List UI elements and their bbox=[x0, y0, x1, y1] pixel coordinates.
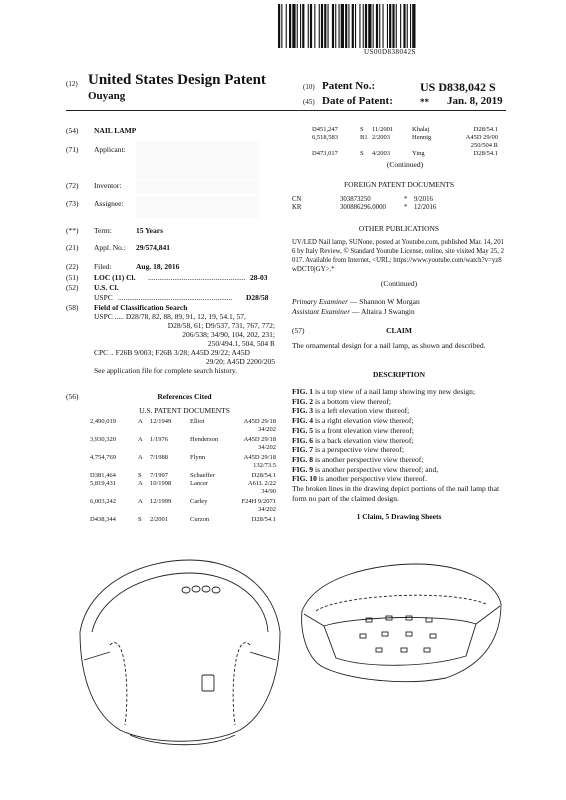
fig-label: FIG. 9 bbox=[292, 464, 314, 474]
inventor-redacted bbox=[136, 180, 260, 194]
barcode-bar bbox=[335, 4, 336, 48]
class-line: See application file for complete search history. bbox=[94, 366, 238, 375]
reference-entry bbox=[312, 134, 498, 150]
button-icon bbox=[182, 587, 190, 593]
broken-lines-note: The broken lines in the drawing depict portions of the nail lamp that form no part of the claimed design. bbox=[292, 484, 500, 503]
class-line: D28/58, 61; D9/537, 731, 767, 772; bbox=[167, 321, 275, 330]
class-line: 29/20; A45D 2200/205 bbox=[205, 357, 275, 366]
ref-kind: S bbox=[138, 472, 142, 479]
reference-entry bbox=[90, 454, 276, 470]
us-references-list bbox=[90, 418, 276, 524]
inid-code-56: (56) bbox=[66, 392, 79, 401]
appl-no-value: 29/574,841 bbox=[136, 243, 170, 252]
inid-code-12: (12) bbox=[66, 80, 78, 88]
barcode-bar bbox=[286, 4, 287, 48]
fig-label: FIG. 4 bbox=[292, 416, 314, 426]
fig-text: is a top view of a nail lamp showing my new design; bbox=[313, 387, 476, 396]
fig-description bbox=[292, 387, 508, 397]
barcode-bar bbox=[278, 4, 280, 48]
lamp-cavity bbox=[316, 595, 486, 611]
ref-number: D438,344 bbox=[90, 516, 116, 523]
fig-description bbox=[292, 455, 508, 465]
ref-name: Elliot bbox=[190, 418, 205, 425]
lamp-cavity-floor bbox=[324, 617, 476, 665]
inventor-label: Inventor: bbox=[94, 181, 122, 190]
barcode-bar bbox=[387, 4, 388, 48]
inid-code-22: (22) bbox=[66, 262, 79, 271]
barcode-bar bbox=[292, 4, 295, 48]
barcode-bar bbox=[341, 4, 344, 48]
barcode-bar bbox=[314, 4, 315, 48]
ref-class-secondary: 34/202 bbox=[257, 426, 276, 433]
barcode-bar bbox=[410, 4, 411, 48]
barcode-bar bbox=[379, 4, 380, 48]
ref-number: 6,518,583 bbox=[312, 134, 338, 141]
ref-class: D28/54.1 bbox=[473, 126, 498, 133]
assignee-redacted bbox=[136, 196, 260, 218]
class-line: 250/494.1, 504, 504 R bbox=[207, 339, 275, 348]
reference-entry bbox=[90, 418, 276, 434]
description-title: DESCRIPTION bbox=[372, 370, 426, 379]
lamp-edge-line bbox=[304, 614, 324, 626]
references-continued: (Continued) bbox=[386, 160, 424, 169]
document-number: US00D838042S bbox=[364, 48, 416, 56]
barcode-bar bbox=[412, 4, 415, 48]
fig-description bbox=[292, 445, 508, 455]
ref-name: Lancer bbox=[190, 480, 209, 487]
ref-name: Ying bbox=[412, 150, 425, 157]
barcode-bar bbox=[363, 4, 364, 48]
ref-date: 1/1976 bbox=[150, 436, 169, 443]
class-line: 206/538; 34/90, 104, 202, 231; bbox=[182, 330, 275, 339]
ref-kind: A bbox=[138, 498, 143, 505]
ref-kind: A bbox=[138, 436, 143, 443]
references-title: References Cited bbox=[157, 392, 212, 401]
other-pubs-continued: (Continued) bbox=[380, 279, 418, 288]
applicant-redacted bbox=[136, 141, 260, 179]
loc-value: 28-03 bbox=[250, 273, 268, 282]
ref-name: Khalaj bbox=[412, 126, 430, 133]
ref-kind: A bbox=[138, 480, 143, 487]
foreign-docs-title: FOREIGN PATENT DOCUMENTS bbox=[343, 180, 454, 189]
inid-code-51: (51) bbox=[66, 273, 79, 282]
led-icon bbox=[360, 634, 366, 638]
barcode-bar bbox=[297, 4, 298, 48]
lamp-opening-right bbox=[233, 643, 250, 725]
date-label: Date of Patent: bbox=[322, 95, 393, 107]
classification-block bbox=[94, 312, 275, 375]
fig-label: FIG. 1 bbox=[292, 387, 314, 396]
fig-text: is another perspective view thereof; bbox=[313, 454, 424, 464]
assignee-label: Assignee: bbox=[94, 199, 124, 208]
barcode-bar bbox=[345, 4, 347, 48]
claims-sheets-summary: 1 Claim, 5 Drawing Sheets bbox=[356, 512, 442, 521]
ref-number: D473,017 bbox=[312, 150, 338, 157]
barcode bbox=[278, 4, 506, 48]
barcode-bar bbox=[376, 4, 378, 48]
ref-kind: A bbox=[138, 418, 143, 425]
ref-date: 12/1949 bbox=[150, 418, 172, 425]
led-array bbox=[360, 616, 436, 652]
country-code: CN bbox=[292, 196, 302, 203]
patent-title: United States Design Patent bbox=[88, 72, 266, 88]
ref-class: F24H 9/2071 bbox=[241, 498, 276, 505]
date-marker: ** bbox=[420, 97, 429, 107]
barcode-bar bbox=[400, 4, 401, 48]
lamp-dome-outline bbox=[80, 560, 280, 741]
foreign-mark: * bbox=[404, 204, 408, 211]
ref-number: 2,490,019 bbox=[90, 418, 116, 425]
inid-code-71: (71) bbox=[66, 145, 79, 154]
fig-label: FIG. 10 bbox=[292, 474, 317, 484]
barcode-bar bbox=[383, 4, 384, 48]
class-line: USPC ..... D28/78, 82, 88, 89, 91, 12, 19, 54.1, 57, bbox=[94, 312, 246, 321]
inid-code-54: (54) bbox=[66, 126, 79, 135]
barcode-bar bbox=[392, 4, 394, 48]
ref-number: 4,754,769 bbox=[90, 454, 116, 461]
patent-number: US D838,042 S bbox=[420, 80, 496, 94]
filed-value: Aug. 18, 2016 bbox=[136, 262, 180, 271]
barcode-bar bbox=[403, 4, 405, 48]
fig-description bbox=[292, 406, 508, 416]
fig-description bbox=[292, 465, 508, 475]
header-rule bbox=[66, 110, 506, 111]
barcode-bar bbox=[302, 4, 304, 48]
ref-name: Hennig bbox=[412, 134, 432, 141]
barcode-bar bbox=[281, 4, 282, 48]
barcode-bar bbox=[321, 4, 323, 48]
fig-description bbox=[292, 416, 508, 426]
assistant-examiner bbox=[292, 307, 415, 316]
uscl-dots: ............................................................. bbox=[118, 293, 233, 302]
claim-text: The ornamental design for a nail lamp, as shown and described. bbox=[292, 341, 486, 350]
power-slot bbox=[202, 675, 214, 691]
ref-number: D451,247 bbox=[312, 126, 338, 133]
ref-class-secondary: 132/73.5 bbox=[253, 462, 276, 469]
ref-kind: A bbox=[138, 454, 143, 461]
fig-label: FIG. 6 bbox=[292, 435, 314, 445]
barcode-bar bbox=[352, 4, 354, 48]
loc-label: LOC (11) Cl. bbox=[94, 273, 136, 282]
barcode-bar bbox=[324, 4, 326, 48]
ref-date: 10/1998 bbox=[150, 480, 172, 487]
term-label: Term: bbox=[94, 226, 112, 235]
barcode-bar bbox=[319, 4, 320, 48]
lamp-base-line bbox=[130, 735, 235, 745]
button-icon bbox=[212, 587, 220, 593]
fig-text: is another perspective view thereof. bbox=[316, 474, 427, 484]
reference-entry bbox=[90, 516, 276, 524]
ref-kind: S bbox=[360, 126, 364, 133]
fig-description bbox=[292, 474, 508, 484]
led-icon bbox=[382, 632, 388, 636]
foreign-entry bbox=[292, 196, 506, 204]
fig-label: FIG. 3 bbox=[292, 406, 314, 416]
foreign-date: 9/2016 bbox=[414, 196, 433, 203]
title-nail-lamp: NAIL LAMP bbox=[94, 126, 137, 135]
applicant-label: Applicant: bbox=[94, 145, 126, 154]
fig-label: FIG. 2 bbox=[292, 396, 314, 406]
patent-date: Jan. 8, 2019 bbox=[447, 95, 503, 107]
fig-text: is another perspective view thereof; and, bbox=[313, 464, 439, 474]
inid-code-73: (73) bbox=[66, 199, 79, 208]
primary-examiner-name: — Shannon W Morgan bbox=[349, 297, 420, 306]
led-icon bbox=[376, 648, 382, 652]
inid-code-57: (57) bbox=[292, 326, 305, 335]
ref-name: Curzon bbox=[190, 516, 210, 523]
led-icon bbox=[406, 616, 412, 620]
lamp-inner-rim bbox=[92, 573, 268, 632]
ref-name: Schaeffer bbox=[190, 472, 215, 479]
barcode-bar bbox=[348, 4, 349, 48]
reference-entry bbox=[90, 480, 276, 496]
ref-name: Henderson bbox=[190, 436, 219, 443]
ref-name: Flynn bbox=[190, 454, 206, 461]
other-pubs-text: UV/LED Nail lamp, SUNone, posted at Youtube.com, published Mar. 14, 2016 by Italy Review, © Standard Youtube License, online, site visited May 25, 2017. Available from Internet, <URL: https://www.youtube.com/watch?v=yz8wDCT0jGY>.* bbox=[292, 239, 505, 273]
fig-text: is a bottom view thereof; bbox=[313, 396, 391, 406]
class-line: CPC .. F26B 9/003; F26B 3/28; A45D 29/22; A45D bbox=[94, 348, 250, 357]
uscl-sub: USPC bbox=[94, 293, 113, 302]
led-icon bbox=[430, 634, 436, 638]
fig-description bbox=[292, 426, 508, 436]
continued-references-list bbox=[312, 126, 498, 158]
barcode-bar bbox=[328, 4, 329, 48]
foreign-date: 12/2016 bbox=[414, 204, 437, 211]
barcode-bar bbox=[300, 4, 301, 48]
lamp-edge-line bbox=[476, 606, 500, 624]
ref-name: Carley bbox=[190, 498, 208, 505]
barcode-bar bbox=[355, 4, 356, 48]
button-icon bbox=[202, 586, 210, 592]
barcode-bar bbox=[389, 4, 391, 48]
fig-label: FIG. 8 bbox=[292, 454, 314, 464]
ref-class-secondary: 250/504 R bbox=[470, 142, 498, 149]
barcode-bar bbox=[368, 4, 371, 48]
reference-entry bbox=[312, 150, 498, 158]
ref-number: D381,464 bbox=[90, 472, 116, 479]
barcode-bar bbox=[359, 4, 360, 48]
ref-class: A45D 29/18 bbox=[243, 418, 276, 425]
ref-date: 12/1999 bbox=[150, 498, 172, 505]
barcode-bar bbox=[308, 4, 309, 48]
foreign-entry bbox=[292, 204, 506, 212]
nail-lamp-drawing-front bbox=[70, 540, 290, 780]
ref-kind: S bbox=[360, 150, 364, 157]
button-icon bbox=[192, 586, 200, 592]
classification-label: Field of Classification Search bbox=[94, 303, 188, 312]
ref-class: A45D 29/18 bbox=[243, 454, 276, 461]
fig-description bbox=[292, 397, 508, 407]
lamp-edge-line bbox=[250, 652, 276, 660]
ref-date: 7/1997 bbox=[150, 472, 169, 479]
barcode-bar bbox=[365, 4, 367, 48]
filed-label: Filed: bbox=[94, 262, 112, 271]
ref-kind: S bbox=[138, 516, 142, 523]
barcode-bar bbox=[373, 4, 374, 48]
fig-text: is a back elevation view thereof; bbox=[313, 435, 414, 445]
led-icon bbox=[426, 618, 432, 622]
ref-date: 2/2003 bbox=[372, 134, 391, 141]
primary-examiner bbox=[292, 297, 420, 306]
fig-label: FIG. 7 bbox=[292, 445, 314, 455]
barcode-bar bbox=[339, 4, 340, 48]
assistant-examiner-label: Assistant Examiner bbox=[292, 307, 351, 316]
other-pubs-title: OTHER PUBLICATIONS bbox=[358, 224, 440, 233]
reference-entry bbox=[90, 436, 276, 452]
reference-entry bbox=[312, 126, 498, 134]
ref-class-secondary: 34/90 bbox=[261, 488, 276, 495]
ref-date: 2/2001 bbox=[150, 516, 169, 523]
foreign-docs-list bbox=[292, 196, 506, 212]
ref-class: D28/54.1 bbox=[251, 516, 276, 523]
foreign-mark: * bbox=[404, 196, 408, 203]
assistant-examiner-name: — Altaira J Swangin bbox=[352, 307, 415, 316]
inventor-surname: Ouyang bbox=[88, 90, 126, 102]
ref-date: 4/2003 bbox=[372, 150, 391, 157]
led-icon bbox=[401, 648, 407, 652]
primary-examiner-label: Primary Examiner bbox=[292, 297, 349, 306]
lamp-edge-line bbox=[84, 652, 110, 660]
foreign-number: 303873250 bbox=[340, 196, 371, 203]
loc-dots: .................................................... bbox=[148, 273, 246, 282]
foreign-number: 300886296.0000 bbox=[340, 204, 386, 211]
fig-text: is a left elevation view thereof; bbox=[313, 406, 410, 416]
lamp-opening-left bbox=[110, 643, 127, 725]
ref-number: 3,930,320 bbox=[90, 436, 116, 443]
nail-lamp-drawing-perspective bbox=[296, 556, 506, 686]
ref-date: 11/2001 bbox=[372, 126, 394, 133]
ref-number: 5,819,431 bbox=[90, 480, 116, 487]
uscl-value: D28/58 bbox=[246, 293, 269, 302]
ref-class: D28/54.1 bbox=[473, 150, 498, 157]
reference-entry bbox=[90, 472, 276, 480]
fig-text: is a front elevation view thereof; bbox=[313, 425, 414, 435]
barcode-bar bbox=[289, 4, 291, 48]
ref-date: 7/1988 bbox=[150, 454, 169, 461]
inid-code-72: (72) bbox=[66, 181, 79, 190]
led-icon bbox=[406, 632, 412, 636]
ref-class-secondary: 34/202 bbox=[257, 506, 276, 513]
patent-no-label: Patent No.: bbox=[322, 80, 376, 92]
led-icon bbox=[424, 648, 430, 652]
ref-class-secondary: 34/202 bbox=[257, 444, 276, 451]
fig-text: is a right elevation view thereof; bbox=[313, 416, 414, 426]
barcode-bar bbox=[407, 4, 408, 48]
inid-code-52: (52) bbox=[66, 283, 79, 292]
ref-class: D28/54.1 bbox=[251, 472, 276, 479]
fig-text: is a perspective view thereof; bbox=[313, 445, 404, 455]
term-value: 15 Years bbox=[136, 226, 164, 235]
inid-code-term: (**) bbox=[66, 226, 79, 235]
ref-class: A45D 29/18 bbox=[243, 436, 276, 443]
description-list bbox=[292, 387, 508, 503]
country-code: KR bbox=[292, 204, 302, 211]
uscl-label: U.S. Cl. bbox=[94, 283, 119, 292]
inid-code-58: (58) bbox=[66, 303, 79, 312]
reference-entry bbox=[90, 498, 276, 514]
fig-label: FIG. 5 bbox=[292, 425, 314, 435]
ref-class: A61L 2/22 bbox=[247, 480, 276, 487]
barcode-bar bbox=[332, 4, 334, 48]
ref-kind: B1 bbox=[360, 134, 368, 141]
us-patent-docs-title: U.S. PATENT DOCUMENTS bbox=[139, 406, 230, 415]
inid-code-10: (10) bbox=[303, 83, 315, 91]
inid-code-45: (45) bbox=[303, 98, 315, 106]
claim-title: CLAIM bbox=[386, 326, 412, 335]
appl-no-label: Appl. No.: bbox=[94, 243, 126, 252]
barcode-bar bbox=[396, 4, 397, 48]
fig-description bbox=[292, 436, 508, 446]
inid-code-21: (21) bbox=[66, 243, 79, 252]
ref-number: 6,003,242 bbox=[90, 498, 116, 505]
control-buttons bbox=[182, 586, 220, 593]
barcode-bar bbox=[310, 4, 312, 48]
ref-class: A45D 29/00 bbox=[465, 134, 498, 141]
